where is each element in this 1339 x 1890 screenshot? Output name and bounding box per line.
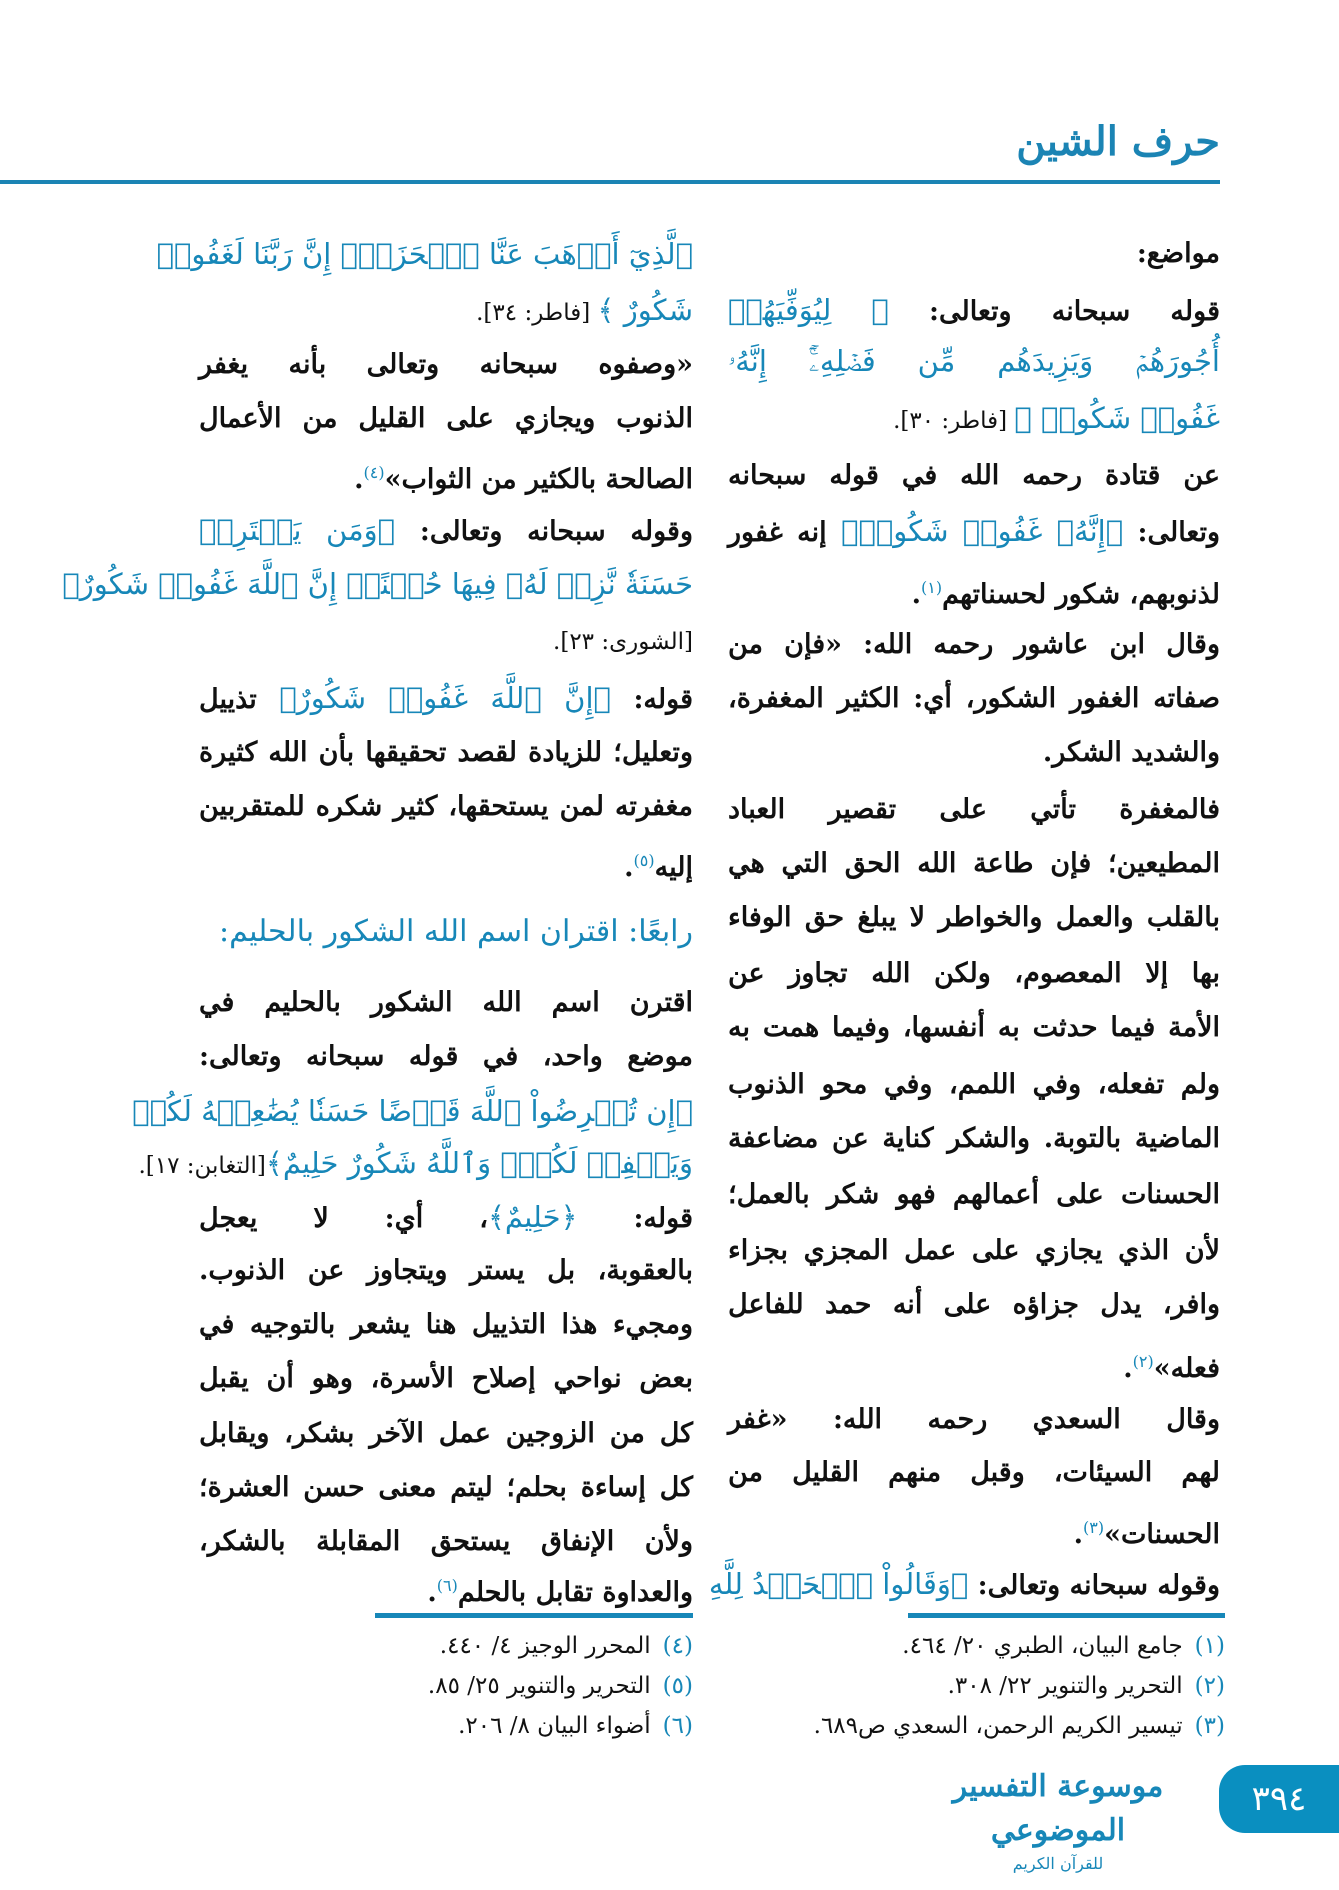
body-text: ومجيء هذا التذييل هنا يشعر بالتوجيه في [199,1309,693,1340]
footnote [458,1706,693,1746]
text-line [199,1353,693,1405]
body-text: بالعقوبة، بل يستر ويتجاوز عن الذنوب. [199,1255,693,1286]
quran-verse: ﴿إِن تُقۡرِضُواْ ٱللَّهَ قَرۡضًا حَسَنٗا يُضَٰعِفۡهُ لَكُمۡ [132,1094,693,1128]
body-text: المطيعين؛ فإن طاعة الله الحق التي هي [728,848,1220,879]
body-text: . [427,1577,437,1608]
body-text: وقال السعدي رحمه الله: «غفر [728,1404,1220,1435]
body-text: إليه [654,852,693,883]
text-line [199,1560,693,1612]
verse-reference: [الشورى: ٢٣]. [553,629,693,655]
text-line [199,1462,693,1514]
body-text: فالمغفرة تأتي على تقصير العباد [728,794,1220,825]
footnote-text: التحرير والتنوير ٢٢/ ٣٠٨. [947,1673,1183,1699]
footnote-marker[interactable]: (٤) [363,463,385,482]
footnote-number: (٣) [1194,1713,1225,1739]
page-number-badge: ٣٩٤ [1219,1765,1339,1833]
text-line [728,450,1220,502]
body-text: . [911,579,922,610]
text-line [728,505,1220,557]
footnote-marker[interactable]: (٥) [633,851,655,870]
encyclopedia-logo [934,1765,1182,1873]
body-text: تذييل [199,684,280,715]
quran-verse: ﴿وَقَالُواْ ٱلۡحَمۡدُ لِلَّهِ [708,1567,969,1601]
footnote-number: (٥) [662,1673,693,1699]
body-text: وقوله سبحانه وتعالى: [968,1570,1220,1601]
body-text: وافر، يدل جزاؤه على أنه حمد للفاعل [728,1289,1220,1320]
quran-verse: شَكُورٌ ﴾ [597,293,693,327]
text-line [199,447,693,499]
quran-verse: ﴿وَمَن يَقۡتَرِفۡ [199,513,396,547]
verse-reference: [فاطر: ٣٠]. [893,408,1015,434]
body-text: موضع واحد، في قوله سبحانه وتعالى: [199,1041,693,1072]
quran-verse: غَفُورٞ شَكُورٞ ﴾ [1014,401,1220,435]
logo-title: موسوعة التفسير الموضوعي [952,1769,1164,1848]
text-line [728,284,1220,336]
body-text: كل إساءة بحلم؛ ليتم معنى حسن العشرة؛ [199,1472,693,1503]
body-text: بالقلب والعمل والخواطر لا يبلغ حق الوفاء [728,902,1220,933]
text-line [199,284,693,336]
footnote [948,1666,1225,1706]
text-line [199,393,693,445]
footnote-divider-left [375,1613,693,1618]
footnote-text: جامع البيان، الطبري ٢٠/ ٤٦٤. [902,1633,1183,1659]
body-text: . [624,852,634,883]
body-text: ، أي: لا يعجل [199,1203,488,1234]
footnote-text: المحرر الوجيز ٤/ ٤٤٠. [439,1633,651,1659]
body-text: وتعليل؛ للزيادة لقصد تحقيقها بأن الله كثيرة [199,737,693,768]
header-divider [0,180,1220,184]
body-text: «وصفوه سبحانه وتعالى بأنه يغفر [199,349,693,380]
verse-reference: [فاطر: ٣٤]. [476,300,598,326]
quran-verse: ﴿حَلِيمٌ﴾ [487,1200,578,1234]
quran-verse: وَيَغۡفِرۡ لَكُمۡۚ وَٱللَّهُ شَكُورٌ حَلِيمٌ﴾ [265,1146,693,1180]
quran-verse: ﴿ لِيُوَفِّيَهُمۡ [728,293,889,327]
body-text: كل من الزوجين عمل الآخر بشكر، ويقابل [199,1418,693,1449]
quran-verse: حَسَنَةٗ نَّزِدۡ لَهُۥ فِيهَا حُسۡنًاۚ إِنَّ ٱللَّهَ غَفُورٞ شَكُورٌ﴾ [62,567,693,601]
quran-verse: ٱلَّذِيٓ أَذۡهَبَ عَنَّا ٱلۡحَزَنَۖ إِنَّ رَبَّنَا لَغَفُورٞ [156,237,693,271]
text-line [728,784,1220,836]
text-line [728,727,1220,779]
body-text: الصالحة بالكثير من الثواب» [384,464,693,495]
body-text: قوله: [577,1203,693,1234]
footnote [428,1666,693,1706]
text-line [199,672,693,724]
text-line [728,1169,1220,1221]
text-line [728,1279,1220,1331]
body-text: بعض نواحي إصلاح الأسرة، وهو أن يقبل [199,1363,693,1394]
footnote-number: (٤) [662,1633,693,1659]
text-line [728,1502,1220,1554]
text-line [199,727,693,779]
body-text: . [1073,1519,1083,1550]
body-text: إنه غفور [728,517,842,548]
body-text: الحسنات» [1104,1519,1220,1550]
text-line [199,615,693,667]
footnote-marker[interactable]: (٣) [1082,1518,1105,1537]
footnote [814,1706,1225,1746]
text-line [728,892,1220,944]
footnote-text: أضواء البيان ٨/ ٢٠٦. [458,1713,651,1739]
text-line [728,619,1220,671]
body-text: . [354,464,364,495]
text-line [199,339,693,391]
text-line [728,1059,1220,1111]
body-text: بها إلا المعصوم، ولكن الله تجاوز عن [728,958,1220,989]
body-text: فعله» [1153,1353,1220,1384]
body-text: وقوله سبحانه وتعالى: [395,516,693,547]
body-text: الماضية بالتوبة. والشكر كناية عن مضاعفة [728,1123,1220,1154]
text-line [728,1394,1220,1446]
footnote [440,1626,693,1666]
footnote-marker[interactable]: (٦) [436,1576,458,1595]
quran-verse: ﴿إِنَّ ٱللَّهَ غَفُورٞ شَكُورٌ﴾ [279,681,611,715]
text-line [62,558,693,610]
footnote-marker[interactable]: (٢) [1132,1352,1154,1371]
body-text: قوله: [610,684,693,715]
body-text: مغفرته لمن يستحقها، كثير شكره للمتقربين [199,791,693,822]
text-line [132,1085,693,1137]
text-line [728,1113,1220,1165]
text-line [199,1299,693,1351]
quran-verse: أُجُورَهُمۡ وَيَزِيدَهُم مِّن فَضۡلِهِۦٓۚ إِنَّهُۥ [728,344,1220,378]
body-text: الأمة فيما حدثت به أنفسها، وفيما همت به [728,1012,1220,1043]
body-text: لأن الذي يجازي على عمل المجزي بجزاء [728,1235,1220,1266]
text-line [199,1031,693,1083]
text-line [728,838,1220,890]
quran-verse: ﴿إِنَّهُۥ غَفُورٞ شَكُورٞ﴾ [841,514,1124,548]
body-text: والعداوة تقابل بالحلم [457,1577,693,1608]
section-heading: رابعًا: اقتران اسم الله الشكور بالحليم: [219,914,693,949]
footnote [902,1626,1225,1666]
text-line [199,977,693,1029]
footnote-text: تيسير الكريم الرحمن، السعدي ص٦٨٩. [813,1713,1183,1739]
text-line [728,228,1220,280]
text-line [728,1336,1220,1388]
body-text: ولأن الإنفاق يستحق المقابلة بالشكر، [199,1526,693,1557]
text-line [728,673,1220,725]
body-text: اقترن اسم الله الشكور بالحليم في [199,987,693,1018]
text-line [728,562,1220,614]
footnote-marker[interactable]: (١) [921,578,943,597]
text-line [728,1447,1220,1499]
body-text: الحسنات على أعمالهم فهو شكر بالعمل؛ [728,1179,1220,1210]
text-line [156,228,693,280]
body-text: وتعالى: [1123,517,1221,548]
text-line [199,1191,693,1243]
body-text: لهم السيئات، وقبل منهم القليل من [728,1457,1220,1488]
text-line [199,1408,693,1460]
body-text: مواضع: [1136,238,1220,269]
footnote-number: (٢) [1194,1673,1225,1699]
text-line [199,504,693,556]
text-line [708,1558,1220,1610]
body-text: وقال ابن عاشور رحمه الله: «فإن من [728,629,1220,660]
verse-reference: [التغابن: ١٧]. [138,1153,266,1179]
body-text: ولم تفعله، وفي اللمم، وفي محو الذنوب [728,1069,1220,1100]
text-line [728,1225,1220,1277]
text-line [199,906,693,958]
text-line [199,835,693,887]
body-text: . [1123,1353,1133,1384]
body-text: صفاته الغفور الشكور، أي: الكثير المغفرة، [728,683,1220,714]
text-line [728,1002,1220,1054]
body-text: الذنوب ويجازي على القليل من الأعمال [199,403,693,434]
chapter-header: حرف الشين [1016,118,1220,165]
text-line [728,948,1220,1000]
footnote-number: (٦) [662,1713,693,1739]
text-line [138,1137,693,1189]
footnote-number: (١) [1194,1633,1225,1659]
body-text: والشديد الشكر. [1042,737,1220,768]
footnote-text: التحرير والتنوير ٢٥/ ٨٥. [427,1673,651,1699]
body-text: عن قتادة رحمه الله في قوله سبحانه [728,460,1220,491]
text-line [728,392,1220,444]
logo-subtitle: للقرآن الكريم [1012,1854,1104,1873]
text-line [199,781,693,833]
body-text: لذنوبهم، شكور لحسناتهم [942,579,1220,610]
footnote-divider-right [908,1613,1225,1618]
body-text: قوله سبحانه وتعالى: [888,296,1220,327]
text-line [199,1245,693,1297]
text-line [728,335,1220,387]
